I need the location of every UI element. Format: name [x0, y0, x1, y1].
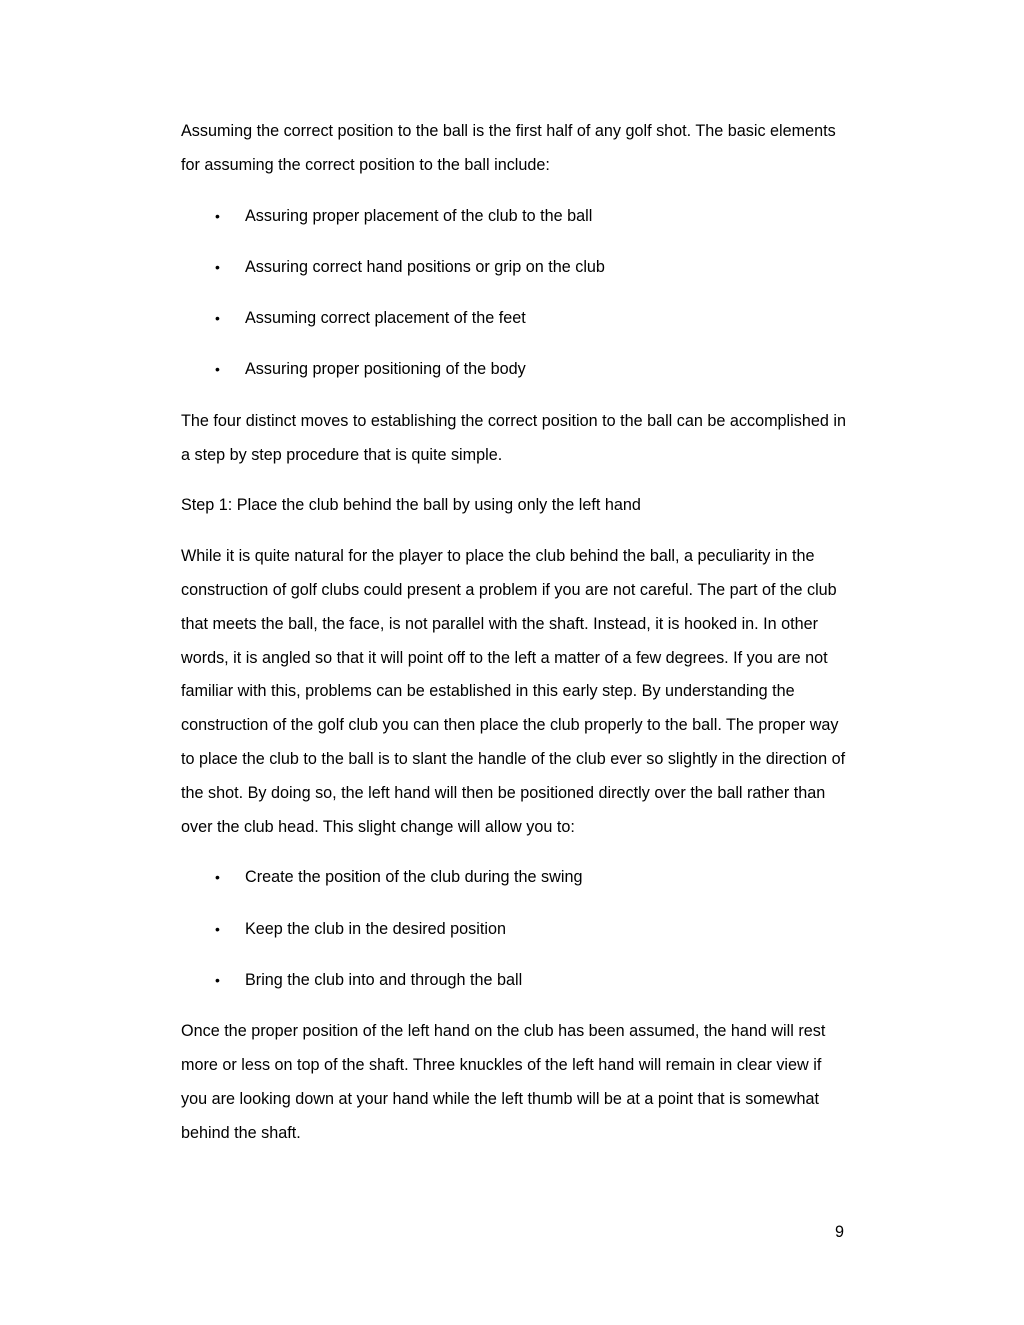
list-item-text: Assuring proper positioning of the body	[245, 360, 526, 379]
four-moves-paragraph: The four distinct moves to establishing the correct position to the ball can be accomplished in a step by step procedure that is quite simple.	[181, 411, 846, 464]
bullet-icon: •	[215, 361, 220, 378]
bullet-icon: •	[215, 207, 220, 224]
list-item	[181, 913, 846, 947]
bullet-icon: •	[215, 310, 220, 327]
page-number: 9	[834, 1223, 844, 1241]
list-item-text: Keep the club in the desired position	[245, 919, 506, 938]
bullet-icon: •	[215, 869, 220, 886]
bullet-icon: •	[215, 920, 220, 937]
list-item	[181, 251, 846, 285]
elements-list	[181, 200, 846, 388]
step-1-heading: Step 1: Place the club behind the ball by using only the left hand	[181, 496, 641, 515]
intro-paragraph: Assuming the correct position to the ball is the first half of any golf shot. The basic elements for assuming the correct position to the ball include:	[181, 122, 836, 174]
bullet-icon: •	[215, 258, 220, 275]
list-item	[181, 302, 846, 336]
bullet-icon: •	[215, 971, 220, 988]
list-item-text: Assuring proper placement of the club to the ball	[245, 206, 593, 225]
list-item	[181, 861, 846, 895]
allow-list	[181, 861, 846, 997]
list-item-text: Assuring correct hand positions or grip on the club	[245, 257, 605, 276]
list-item-text: Bring the club into and through the ball	[245, 970, 523, 989]
page-content	[181, 115, 846, 1167]
list-item	[181, 353, 846, 387]
list-item	[181, 964, 846, 998]
list-item-text: Assuming correct placement of the feet	[245, 309, 526, 328]
list-item	[181, 200, 846, 234]
club-construction-paragraph: While it is quite natural for the player to place the club behind the ball, a peculiarity in the construction of golf clubs could present a problem if you are not careful. The part of the club that meets the ball, the face, is not parallel with the shaft. Instead, it is hooked in. In other words, it is angled so that it will point off to the left a matter of a few degrees. If you are not familiar with this, problems can be established in this early step. By understanding the construction of the golf club you can then place the club properly to the ball. The proper way to place the club to the ball is to slant the handle of the club ever so slightly in the direction of the shot. By doing so, the left hand will then be positioned directly over the ball rather than over the club head. This slight change will allow you to:	[181, 547, 846, 836]
list-item-text: Create the position of the club during the swing	[245, 868, 583, 887]
left-hand-paragraph: Once the proper position of the left hand on the club has been assumed, the hand will rest more or less on top of the shaft. Three knuckles of the left hand will remain in clear view if you are looking down at your hand while the left thumb will be at a point that is somewhat behind the shaft.	[181, 1022, 826, 1142]
